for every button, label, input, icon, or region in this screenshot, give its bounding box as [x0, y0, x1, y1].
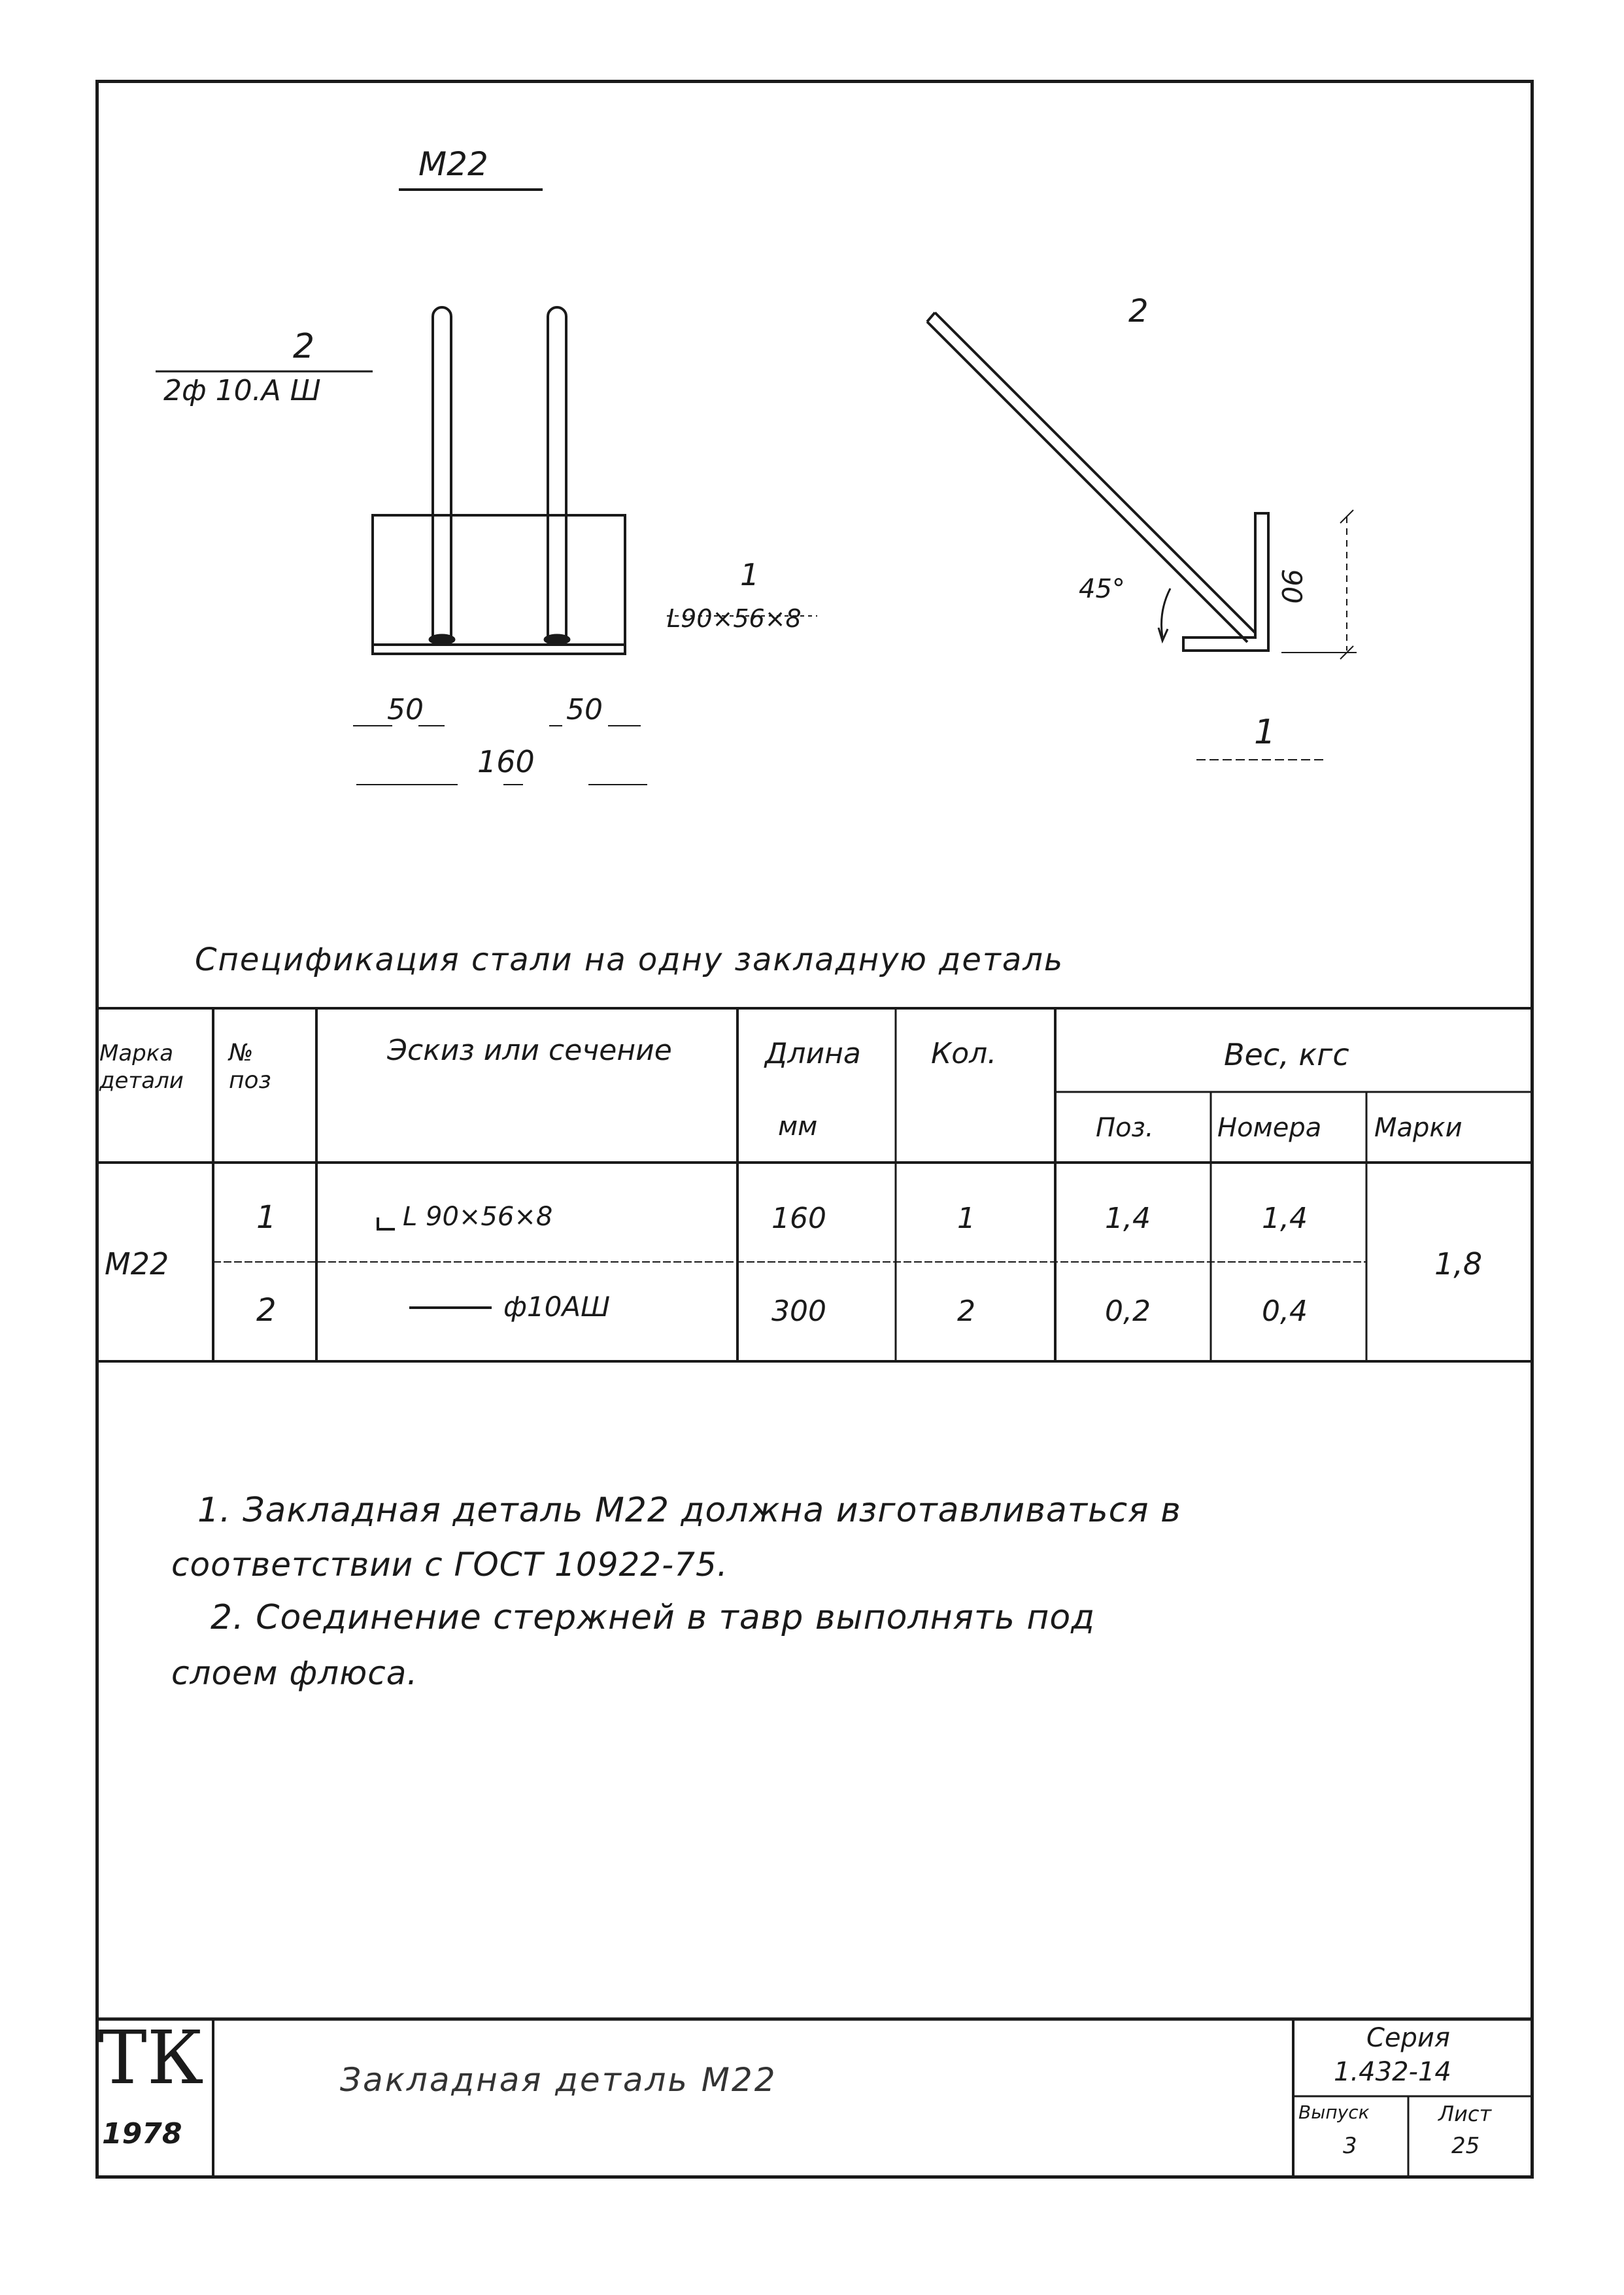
th-w-num: Номера [1217, 1113, 1322, 1143]
spec-title: Спецификация стали на одну закладную деталь [195, 942, 1064, 978]
cell-r2-wpos: 0,2 [1105, 1295, 1151, 1328]
cell-r2-qty: 2 [957, 1295, 975, 1328]
dim-total: 160 [477, 744, 535, 779]
cell-r1-wpos: 1,4 [1105, 1202, 1151, 1235]
side-rebar-pos: 2 [1128, 293, 1149, 330]
front-rebar-pos: 2 [293, 327, 315, 366]
dim-right: 50 [566, 693, 603, 726]
th-w-mark: Марки [1374, 1113, 1463, 1143]
note-line-1: 1. Закладная деталь М22 должна изготавливаться в [197, 1491, 1181, 1530]
cell-r2-wnum: 0,4 [1262, 1295, 1308, 1328]
side-height-dim: 90 [1276, 569, 1308, 604]
note-line-2: соответствии с ГОСТ 10922-75. [171, 1546, 728, 1584]
note-line-3: 2. Соединение стержней в тавр выполнять под [211, 1598, 1096, 1637]
th-w-pos: Поз. [1096, 1113, 1154, 1143]
front-angle-pos: 1 [740, 557, 760, 592]
cell-r1-length: 160 [771, 1202, 826, 1235]
cell-r1-pos: 1 [256, 1199, 277, 1236]
cell-r1-sketch: L 90×56×8 [403, 1202, 553, 1232]
stamp-sheet-value: 25 [1451, 2133, 1480, 2159]
dim-left: 50 [387, 693, 424, 726]
cell-r2-sketch: ф10АШ [503, 1291, 610, 1323]
cell-wmark-total: 1,8 [1434, 1246, 1483, 1282]
th-length-unit: мм [778, 1112, 818, 1142]
stamp-grid [95, 2016, 1534, 2176]
cell-r2-pos: 2 [256, 1292, 277, 1329]
stamp-issue-value: 3 [1343, 2133, 1357, 2159]
front-rebar-spec: 2ф 10.А Ш [163, 374, 321, 407]
th-length: Длина [765, 1037, 861, 1070]
side-angle-text: 45° [1079, 574, 1125, 604]
cell-mark: М22 [105, 1246, 169, 1282]
th-mark: Марка детали [99, 1040, 184, 1094]
th-qty: Кол. [931, 1037, 997, 1070]
front-angle-spec: L90×56×8 [667, 604, 802, 633]
stamp-year: 1978 [102, 2117, 182, 2150]
th-weight: Вес, кгс [1224, 1037, 1349, 1072]
stamp-series-label: Серия [1366, 2023, 1450, 2053]
stamp-org: ТК [98, 2016, 204, 2101]
stamp-sheet-label: Лист [1438, 2101, 1492, 2126]
side-angle-pos: 1 [1254, 713, 1276, 752]
note-line-4: слоем флюса. [171, 1654, 418, 1692]
drawing-title: М22 [418, 145, 488, 183]
stamp-title: Закладная деталь М22 [340, 2061, 777, 2099]
stamp-issue-label: Выпуск [1298, 2101, 1370, 2123]
cell-r1-qty: 1 [957, 1202, 975, 1235]
th-sketch: Эскиз или сечение [387, 1034, 672, 1067]
th-pos: № поз [229, 1040, 271, 1094]
stamp-series-value: 1.432-14 [1334, 2057, 1451, 2087]
cell-r2-length: 300 [771, 1295, 826, 1328]
cell-r1-wnum: 1,4 [1262, 1202, 1308, 1235]
side-view [927, 313, 1357, 760]
